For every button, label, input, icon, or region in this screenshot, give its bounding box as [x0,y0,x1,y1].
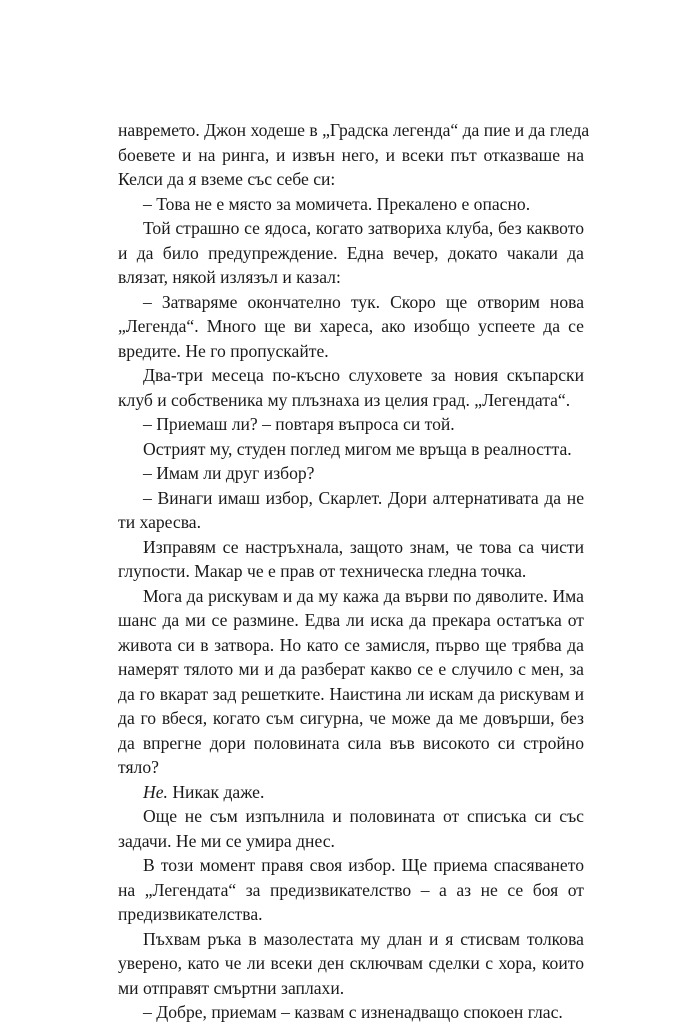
text-line: Два-три месеца по-късно слуховете за новия скъпарски [143,365,584,385]
text-line: да го вбеся, когато съм сигурна, че може да ме довърши, без [118,708,584,728]
text-line: да го вкарат зад решетките. Наистина ли искам да рискувам и [118,683,584,704]
line-text: Никак даже. [167,781,265,802]
text-line: – Добре, приемам – казвам с изненадващо спокоен глас. [143,1002,563,1022]
text-line: Той страшно се ядоса, когато затвориха клуба, без каквото [143,218,584,238]
text-line: – Имам ли друг избор? [143,463,315,483]
text-line: уверено, като че ли всеки ден сключвам сделки с хора, които [118,953,584,973]
text-line: ти харесва. [118,512,202,532]
text-line: боевете и на ринга, и извън него, и всеки път отказваше на [118,144,584,165]
text-line: ми отправят смъртни заплахи. [118,977,345,998]
text-line: – Винаги имаш избор, Скарлет. Дори алтернативата да не [143,487,584,508]
text-line: Острият му, студен поглед мигом ме връща в реалността. [143,438,572,459]
text-line: – Това не е място за момичета. Прекалено е опасно. [143,193,531,214]
text-line: Изправям се настръхнала, защото знам, че това са чисти [143,536,584,557]
text-line: навремето. Джон ходеше в „Градска легенда“ да пие и да гледа [118,120,590,140]
text-line: глупости. Макар че е прав от техническа гледна точка. [118,561,527,581]
text-line: предизвикателства. [118,904,263,924]
text-line: – Затваряме окончателно тук. Скоро ще отворим нова [143,291,584,312]
text-line: В този момент правя своя избор. Ще приема спасяването [143,855,584,875]
text-line: задачи. Не ми се умира днес. [118,830,335,851]
text-line: и да било предупреждение. Една вечер, докато чакали да [118,242,584,263]
book-page-text [118,118,590,1025]
text-line: Пъхвам ръка в мазолестата му длан и я стисвам толкова [143,928,584,949]
text-line: вредите. Не го пропускайте. [118,340,329,361]
text-line: на „Легендата“ за предизвикателство – а аз не се боя от [118,879,584,900]
text-line: Мога да рискувам и да му кажа да върви по дяволите. Има [143,585,584,606]
text-line: влязат, някой излязъл и казал: [118,267,341,287]
text-line: намерят тялото ми и да разберат какво се е случило с мен, за [118,659,584,679]
text-line: „Легенда“. Много ще ви хареса, ако изобщо успеете да се [118,316,584,336]
text-line: Келси да я вземе със себе си: [118,169,336,189]
text-line: живота си в затвора. Но като се замисля, първо ще трябва да [118,634,584,655]
text-line: – Приемаш ли? – повтаря въпроса си той. [143,414,455,434]
text-line: Още не съм изпълнила и половината от списъка си със [143,806,584,826]
text-line: клуб и собственика му плъзнаха из целия град. „Легендата“. [118,389,571,410]
text-line: да впрегне дори половината сила във високото си стройно [118,732,584,753]
text-line: шанс да ми се размине. Едва ли иска да прекара остатъка от [118,610,584,630]
italic-text: Не. [143,781,168,802]
text-line: тяло? [118,757,159,777]
text-line [118,780,584,805]
